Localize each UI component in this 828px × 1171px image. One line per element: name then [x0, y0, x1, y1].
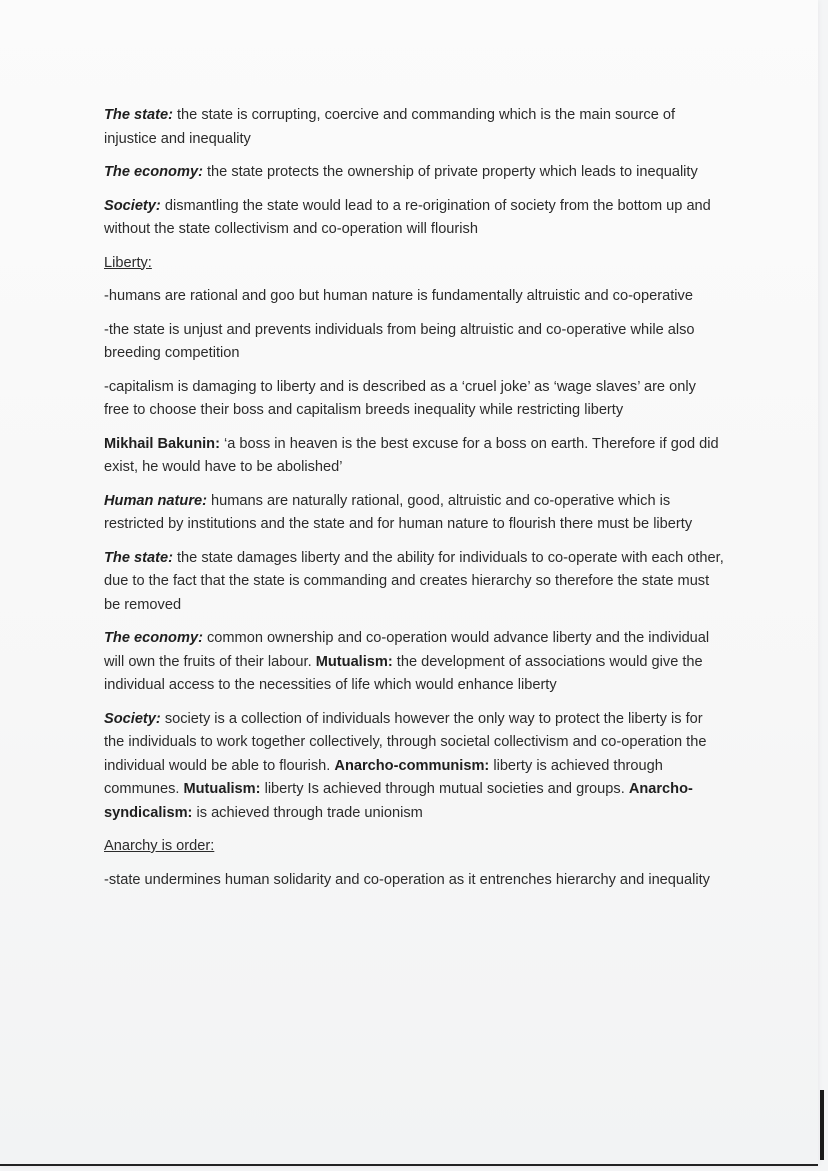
paragraph-text: the state protects the ownership of private property which leads to inequality — [202, 164, 698, 180]
paragraph-term: Anarcho-communism: — [334, 757, 490, 774]
paragraph-economy — [104, 627, 724, 698]
paragraph-state — [104, 547, 724, 618]
paragraph-term: Mutualism: — [315, 653, 393, 670]
paragraph-text: liberty Is achieved through mutual societies and groups. — [260, 781, 629, 797]
paragraph-text: liberty is achieved through communes. — [104, 757, 663, 797]
section-heading-liberty: Liberty: — [104, 254, 152, 271]
paragraph-label: Society: — [104, 197, 161, 214]
paragraph-term: Anarcho-syndicalism: — [104, 781, 693, 821]
paragraph-label: Society: — [104, 710, 161, 727]
paragraph-society — [104, 195, 724, 242]
paragraph-label: The state: — [104, 107, 173, 123]
paragraph-text: humans are naturally rational, good, altruistic and co-operative which is restricted by institutions and the state and for human nature to flourish there must be liberty — [104, 492, 693, 532]
paragraph-quote — [104, 433, 724, 480]
paragraph-text: common ownership and co-operation would advance liberty and the individual will own the fruits of their labour. — [104, 630, 710, 670]
paragraph-text: is achieved through trade unionism — [192, 804, 423, 821]
paragraph-label: The economy: — [104, 630, 203, 646]
paragraph-bullet: -humans are rational and goo but human nature is fundamentally altruistic and co-operative — [104, 288, 693, 304]
paragraph-term: Mutualism: — [183, 781, 261, 797]
document-body — [104, 104, 724, 902]
paragraph-state — [104, 104, 724, 151]
paragraph-text: the state is corrupting, coercive and commanding which is the main source of injustice and inequality — [104, 107, 676, 147]
paragraph-label: Human nature: — [104, 492, 207, 509]
paragraph-economy — [104, 161, 724, 185]
paragraph-text: the state damages liberty and the ability for individuals to co-operate with each other, due to the fact that the state is commanding and creates hierarchy so therefore the state must be removed — [104, 549, 724, 613]
paragraph-bullet: -the state is unjust and prevents individuals from being altruistic and co-operative while also breeding competition — [104, 321, 695, 361]
paragraph-label: Mikhail Bakunin: — [104, 435, 220, 452]
section-heading-anarchy: Anarchy is order: — [104, 838, 215, 854]
paragraph-text: dismantling the state would lead to a re-origination of society from the bottom up and without the state collectivism and co-operation will flourish — [104, 197, 711, 237]
paragraph-text: the development of associations would give the individual access to the necessities of life which would enhance liberty — [104, 653, 703, 693]
paragraph-label: The state: — [104, 549, 173, 566]
paragraph-human-nature — [104, 490, 724, 537]
paragraph-bullet: -state undermines human solidarity and co-operation as it entrenches hierarchy and inequality — [104, 871, 710, 888]
paragraph-society — [104, 708, 724, 826]
paragraph-text: society is a collection of individuals however the only way to protect the liberty is for the individuals to work together collectively, through societal collectivism and co-operation the individual would be able to flourish. — [104, 710, 707, 774]
page-edge — [820, 1090, 824, 1160]
paragraph-text: ‘a boss in heaven is the best excuse for a boss on earth. Therefore if god did exist, he would have to be abolished’ — [104, 435, 719, 475]
paragraph-label: The economy: — [104, 164, 203, 180]
paragraph-bullet: -capitalism is damaging to liberty and is described as a ‘cruel joke’ as ‘wage slaves’ are only free to choose their boss and capitalism breeds inequality while restricting liberty — [104, 378, 696, 418]
